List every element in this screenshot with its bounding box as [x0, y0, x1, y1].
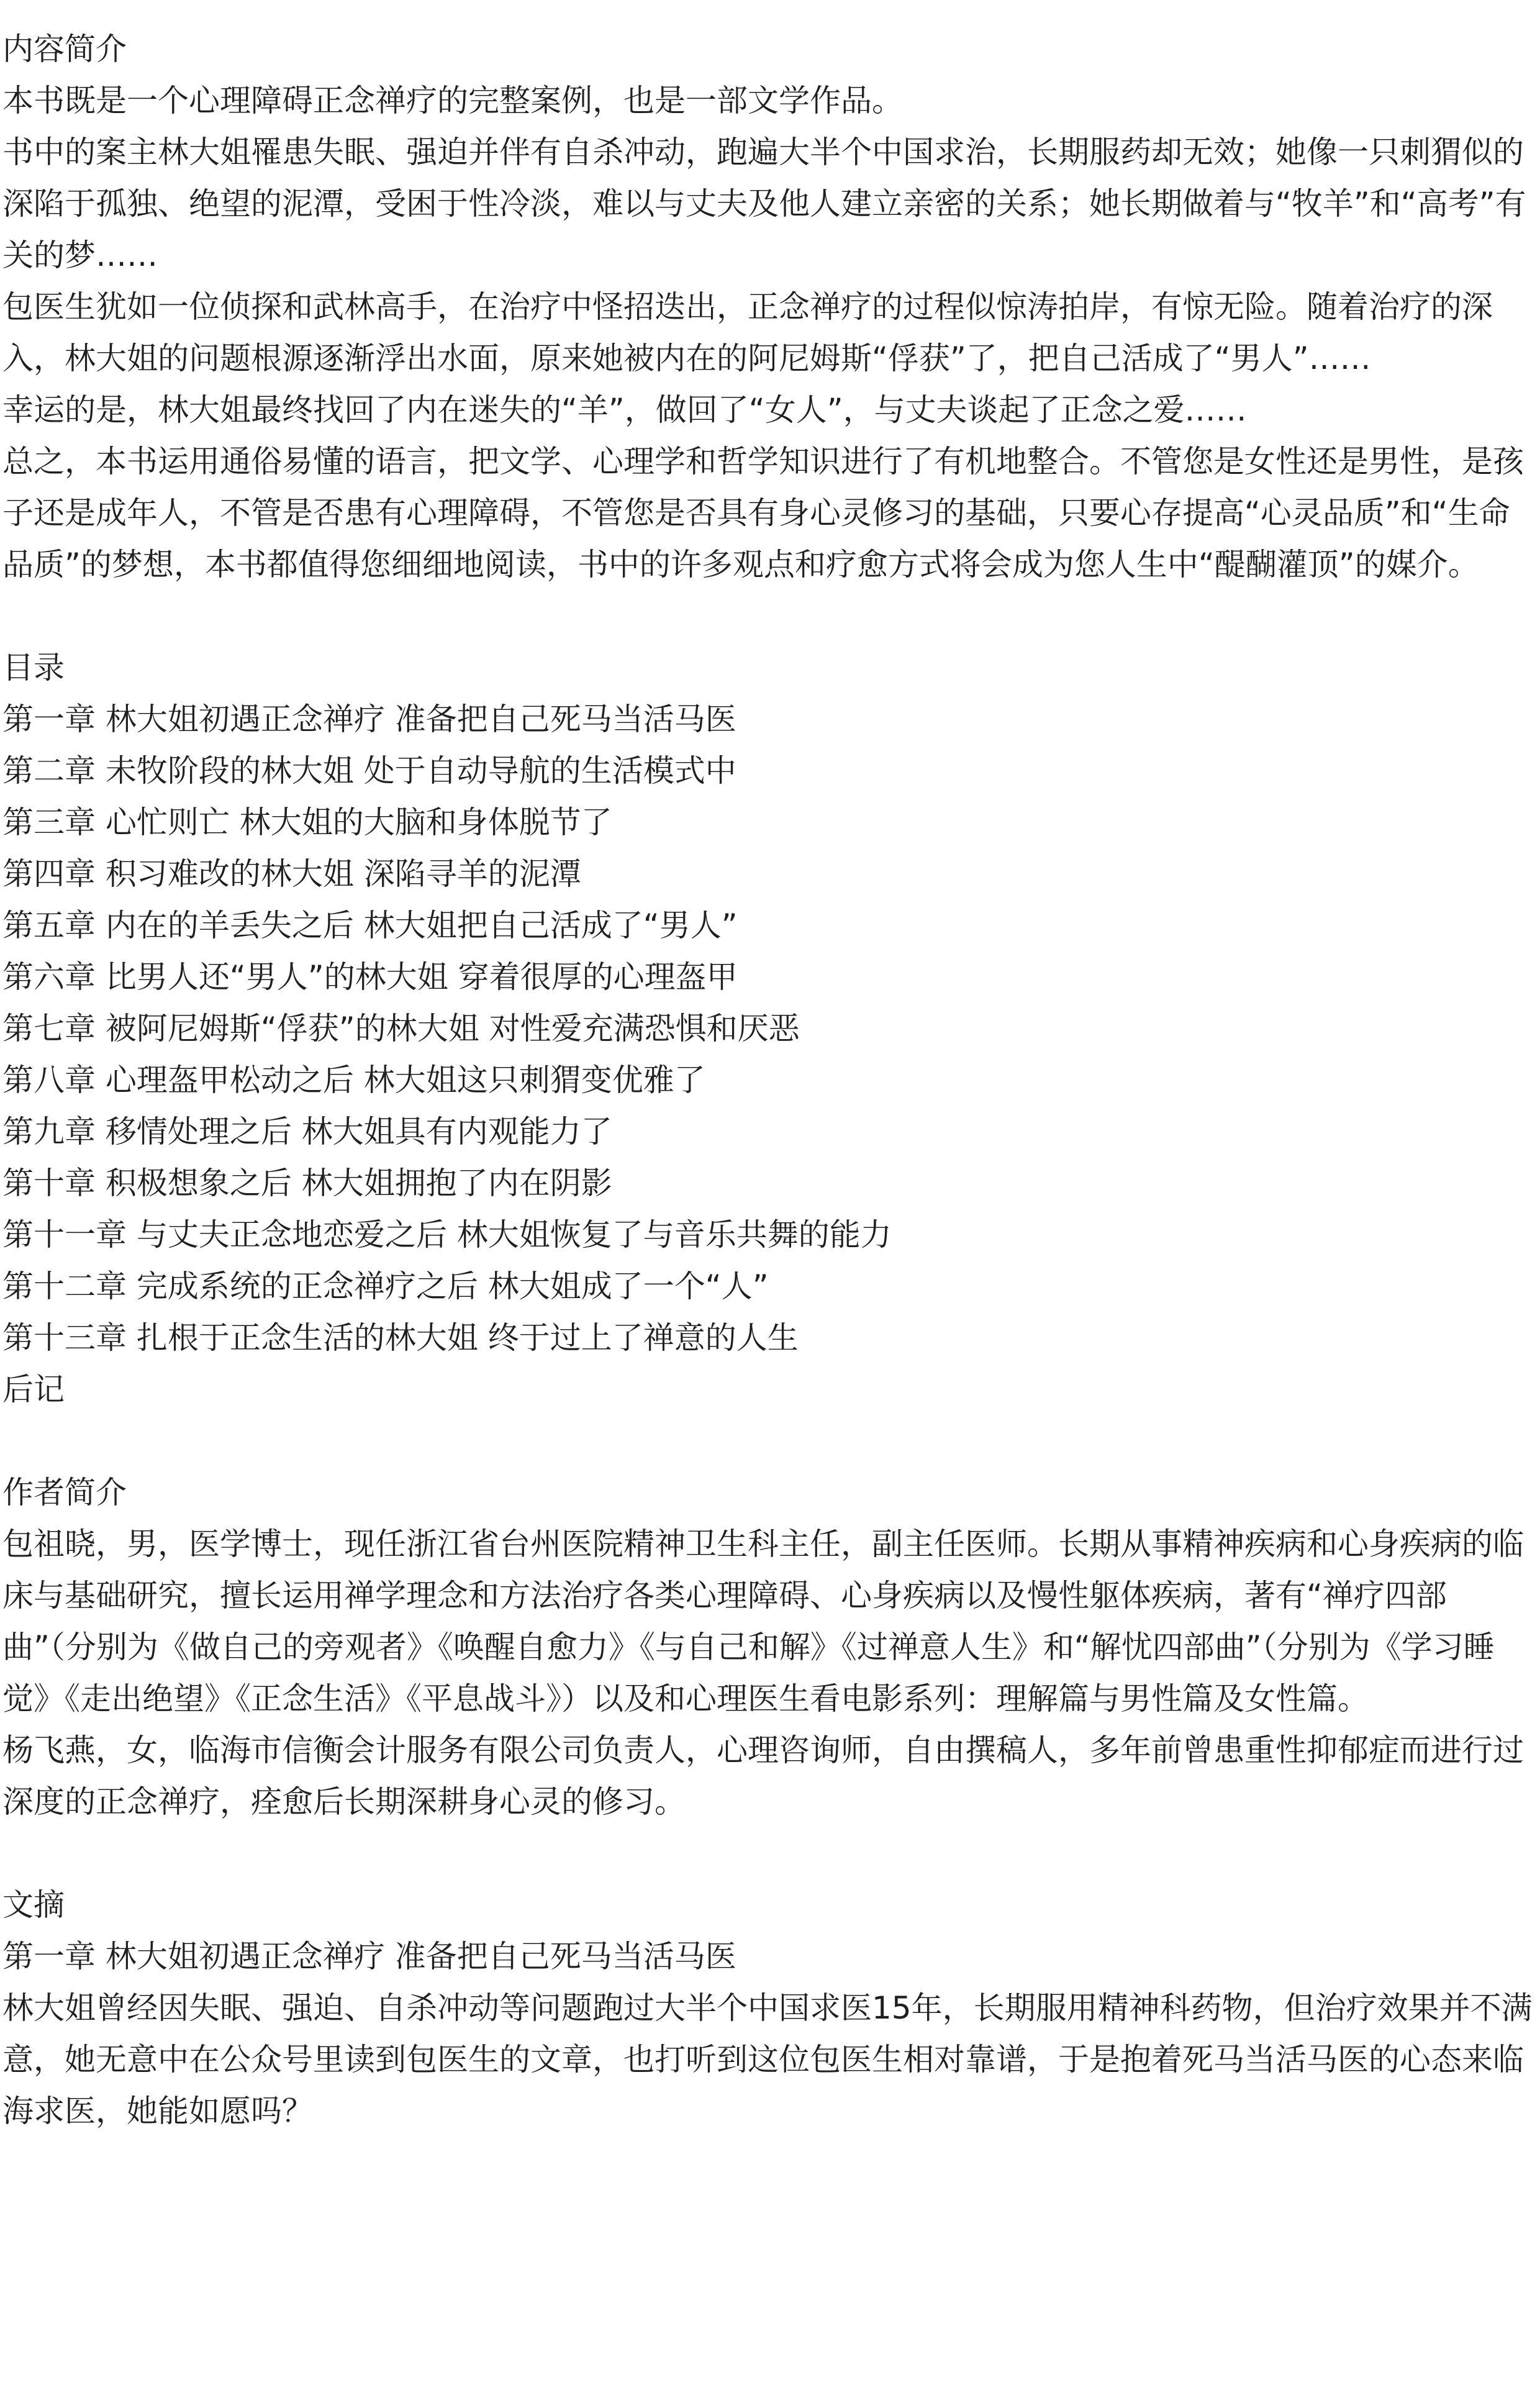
authors-section: [2, 1467, 1534, 1828]
intro-section: [2, 24, 1534, 591]
toc-item-chapter-3: 第三章 心忙则亡 林大姐的大脑和身体脱节了: [2, 804, 612, 840]
intro-paragraph-4: 幸运的是，林大姐最终找回了内在迷失的“羊”，做回了“女人”，与丈夫谈起了正念之爱……: [2, 392, 1247, 428]
author-bio-2: 杨飞燕，女，临海市信衡会计服务有限公司负责人，心理咨询师，自由撰稿人，多年前曾患重性抑郁症而进行过深度的正念禅疗，痊愈后长期深耕身心灵的修习。: [2, 1732, 1524, 1820]
intro-paragraph-1: 本书既是一个心理障碍正念禅疗的完整案例，也是一部文学作品。: [2, 83, 903, 119]
toc-item-chapter-12: 第十二章 完成系统的正念禅疗之后 林大姐成了一个“人”: [2, 1268, 769, 1304]
intro-paragraph-5: 总之，本书运用通俗易懂的语言，把文学、心理学和哲学知识进行了有机地整合。不管您是女性还是男性，是孩子还是成年人，不管是否患有心理障碍，不管您是否具有身心灵修习的基础，只要心存提高“心灵品质”和“生命品质”的梦想，本书都值得您细细地阅读，书中的许多观点和疗愈方式将会成为您人生中“醍醐灌顶”的媒介。: [2, 443, 1524, 583]
intro-paragraph-2: 书中的案主林大姐罹患失眠、强迫并伴有自杀冲动，跑遍大半个中国求治，长期服药却无效；她像一只刺猬似的深陷于孤独、绝望的泥潭，受困于性冷淡，难以与丈夫及他人建立亲密的关系；她长期做着与“牧羊”和“高考”有关的梦……: [2, 134, 1526, 273]
toc-item-chapter-5: 第五章 内在的羊丢失之后 林大姐把自己活成了“男人”: [2, 907, 738, 943]
toc-list: [2, 694, 1534, 1415]
toc-heading: 目录: [2, 650, 65, 686]
toc-item-chapter-8: 第八章 心理盔甲松动之后 林大姐这只刺猬变优雅了: [2, 1062, 705, 1098]
toc-item-chapter-13: 第十三章 扎根于正念生活的林大姐 终于过上了禅意的人生: [2, 1320, 799, 1356]
author-bio-1: 包祖晓，男，医学博士，现任浙江省台州医院精神卫生科主任，副主任医师。长期从事精神疾病和心身疾病的临床与基础研究，擅长运用禅学理念和方法治疗各类心理障碍、心身疾病以及慢性躯体疾病，著有“禅疗四部曲”（分别为《做自己的旁观者》《唤醒自愈力》《与自己和解》《过禅意人生》和“解忧四部曲”（分别为《学习睡觉》《走出绝望》《正念生活》《平息战斗》）以及和心理医生看电影系列：理解篇与男性篇及女性篇。: [2, 1526, 1524, 1717]
section-spacer: [2, 1415, 1534, 1467]
toc-item-chapter-11: 第十一章 与丈夫正念地恋爱之后 林大姐恢复了与音乐共舞的能力: [2, 1217, 892, 1253]
toc-item-chapter-7: 第七章 被阿尼姆斯“俘获”的林大姐 对性爱充满恐惧和厌恶: [2, 1011, 800, 1047]
intro-paragraph-3: 包医生犹如一位侦探和武林高手，在治疗中怪招迭出，正念禅疗的过程似惊涛拍岸，有惊无险。随着治疗的深入，林大姐的问题根源逐渐浮出水面，原来她被内在的阿尼姆斯“俘获”了，把自己活成了“男人”……: [2, 289, 1493, 376]
excerpt-section: [2, 1879, 1534, 2137]
toc-item-chapter-10: 第十章 积极想象之后 林大姐拥抱了内在阴影: [2, 1165, 612, 1201]
intro-heading: 内容简介: [2, 31, 127, 67]
toc-item-chapter-9: 第九章 移情处理之后 林大姐具有内观能力了: [2, 1114, 612, 1150]
toc-item-chapter-4: 第四章 积习难改的林大姐 深陷寻羊的泥潭: [2, 856, 581, 892]
excerpt-heading: 文摘: [2, 1887, 65, 1923]
section-spacer: [2, 1828, 1534, 1879]
toc-item-chapter-2: 第二章 未牧阶段的林大姐 处于自动导航的生活模式中: [2, 753, 736, 789]
section-spacer: [2, 591, 1534, 642]
toc-item-chapter-1: 第一章 林大姐初遇正念禅疗 准备把自己死马当活马医: [2, 701, 736, 737]
toc-item-afterword: 后记: [2, 1371, 65, 1407]
excerpt-paragraph-1: 林大姐曾经因失眠、强迫、自杀冲动等问题跑过大半个中国求医15年，长期服用精神科药物，但治疗效果并不满意，她无意中在公众号里读到包医生的文章，也打听到这位包医生相对靠谱，于是抱着死马当活马医的心态来临海求医，她能如愿吗？: [2, 1990, 1533, 2129]
authors-heading: 作者简介: [2, 1474, 127, 1510]
toc-section: [2, 642, 1534, 1415]
toc-item-chapter-6: 第六章 比男人还“男人”的林大姐 穿着很厚的心理盔甲: [2, 959, 738, 995]
excerpt-chapter-title: 第一章 林大姐初遇正念禅疗 准备把自己死马当活马医: [2, 1938, 736, 1974]
